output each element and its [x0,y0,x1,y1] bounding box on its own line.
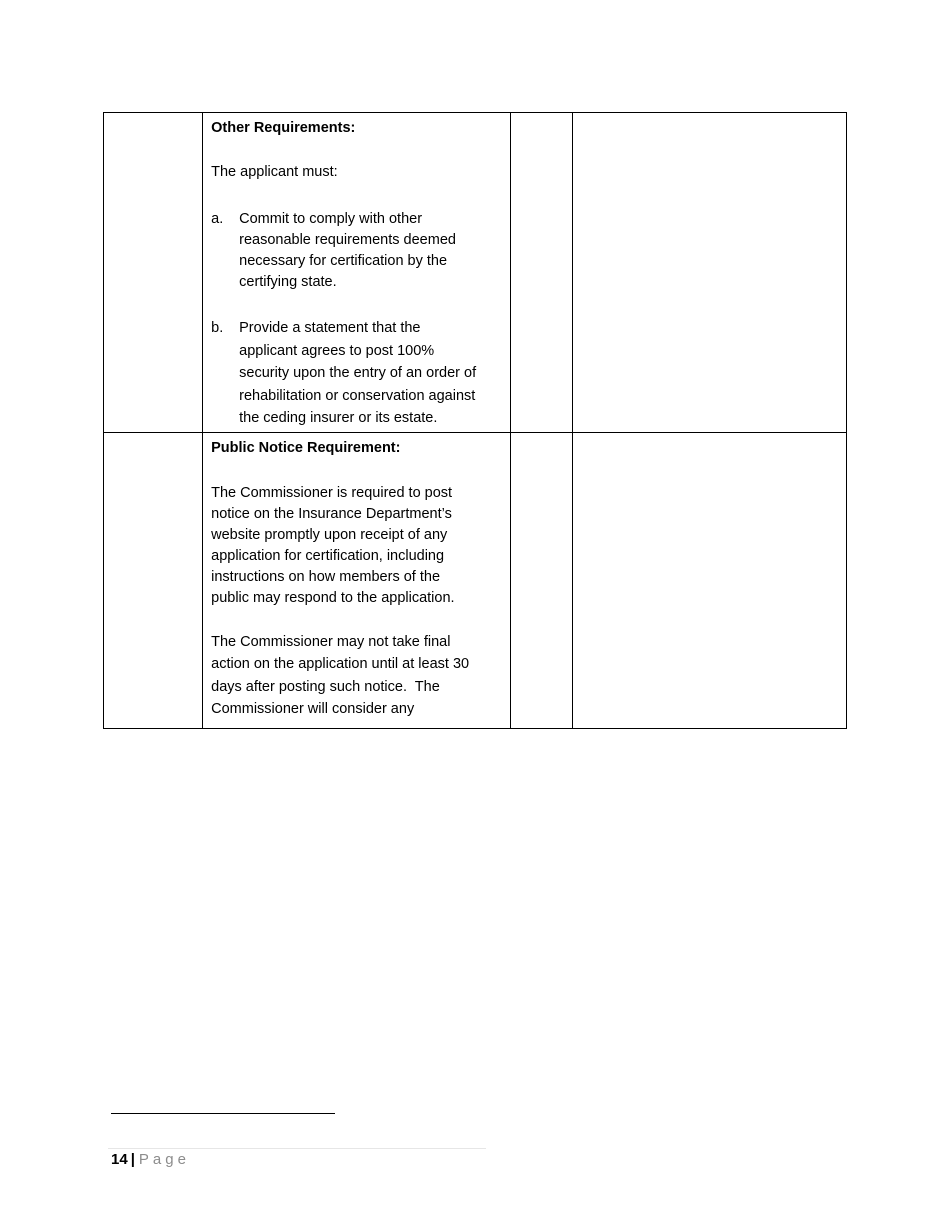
page-label: Page [138,1151,190,1168]
text-line: action on the application until at least 30 [211,656,470,672]
text-line: certifying state. [239,274,337,290]
page-number: 14 [111,1151,128,1168]
list-item-text [239,317,501,430]
text-line: Provide a statement that the [239,320,421,336]
list-item [211,209,501,293]
list-marker: a. [211,211,224,227]
requirements-table [103,112,847,729]
text-line: applicant agrees to post 100% [239,342,435,359]
paragraph [211,631,501,721]
text-line: the ceding insurer or its estate. [239,410,438,426]
text-line: days after posting such notice. The [211,678,440,695]
intro-text: The applicant must: [211,164,338,180]
table-cell-empty [104,113,203,433]
footer-separator: | [130,1151,135,1168]
text-line: rehabilitation or conservation against [239,387,476,404]
table-cell-empty [572,432,846,728]
table-cell-requirement [203,432,510,728]
text-line: notice on the Insurance Department’s [211,505,452,522]
text-line: Commit to comply with other [239,211,423,227]
list-item [211,317,501,430]
text-line: website promptly upon receipt of any [211,526,448,543]
footer-divider [108,1148,486,1149]
table-cell-empty [572,113,846,433]
table-cell-requirement [203,113,510,433]
text-line: necessary for certification by the [239,253,448,269]
section-heading: Public Notice Requirement: [211,439,401,456]
table-row [104,432,847,728]
text-line: The Commissioner may not take final [211,633,451,650]
paragraph [211,483,501,609]
table-row [104,113,847,433]
text-line: instructions on how members of the [211,568,441,585]
list-item-text [239,209,501,293]
text-line: public may respond to the application. [211,589,455,606]
text-line: application for certification, including [211,547,445,564]
table-cell-empty [510,432,572,728]
text-line: Commissioner will consider any [211,701,415,717]
footnote-separator [111,1113,335,1114]
table-cell-empty [104,432,203,728]
text-line: security upon the entry of an order of [239,365,477,381]
text-line: reasonable requirements deemed [239,232,456,248]
text-line: The Commissioner is required to post [211,484,453,501]
page-footer [111,1150,190,1170]
table-cell-empty [510,113,572,433]
section-heading: Other Requirements: [211,120,356,136]
list-marker: b. [211,320,224,336]
